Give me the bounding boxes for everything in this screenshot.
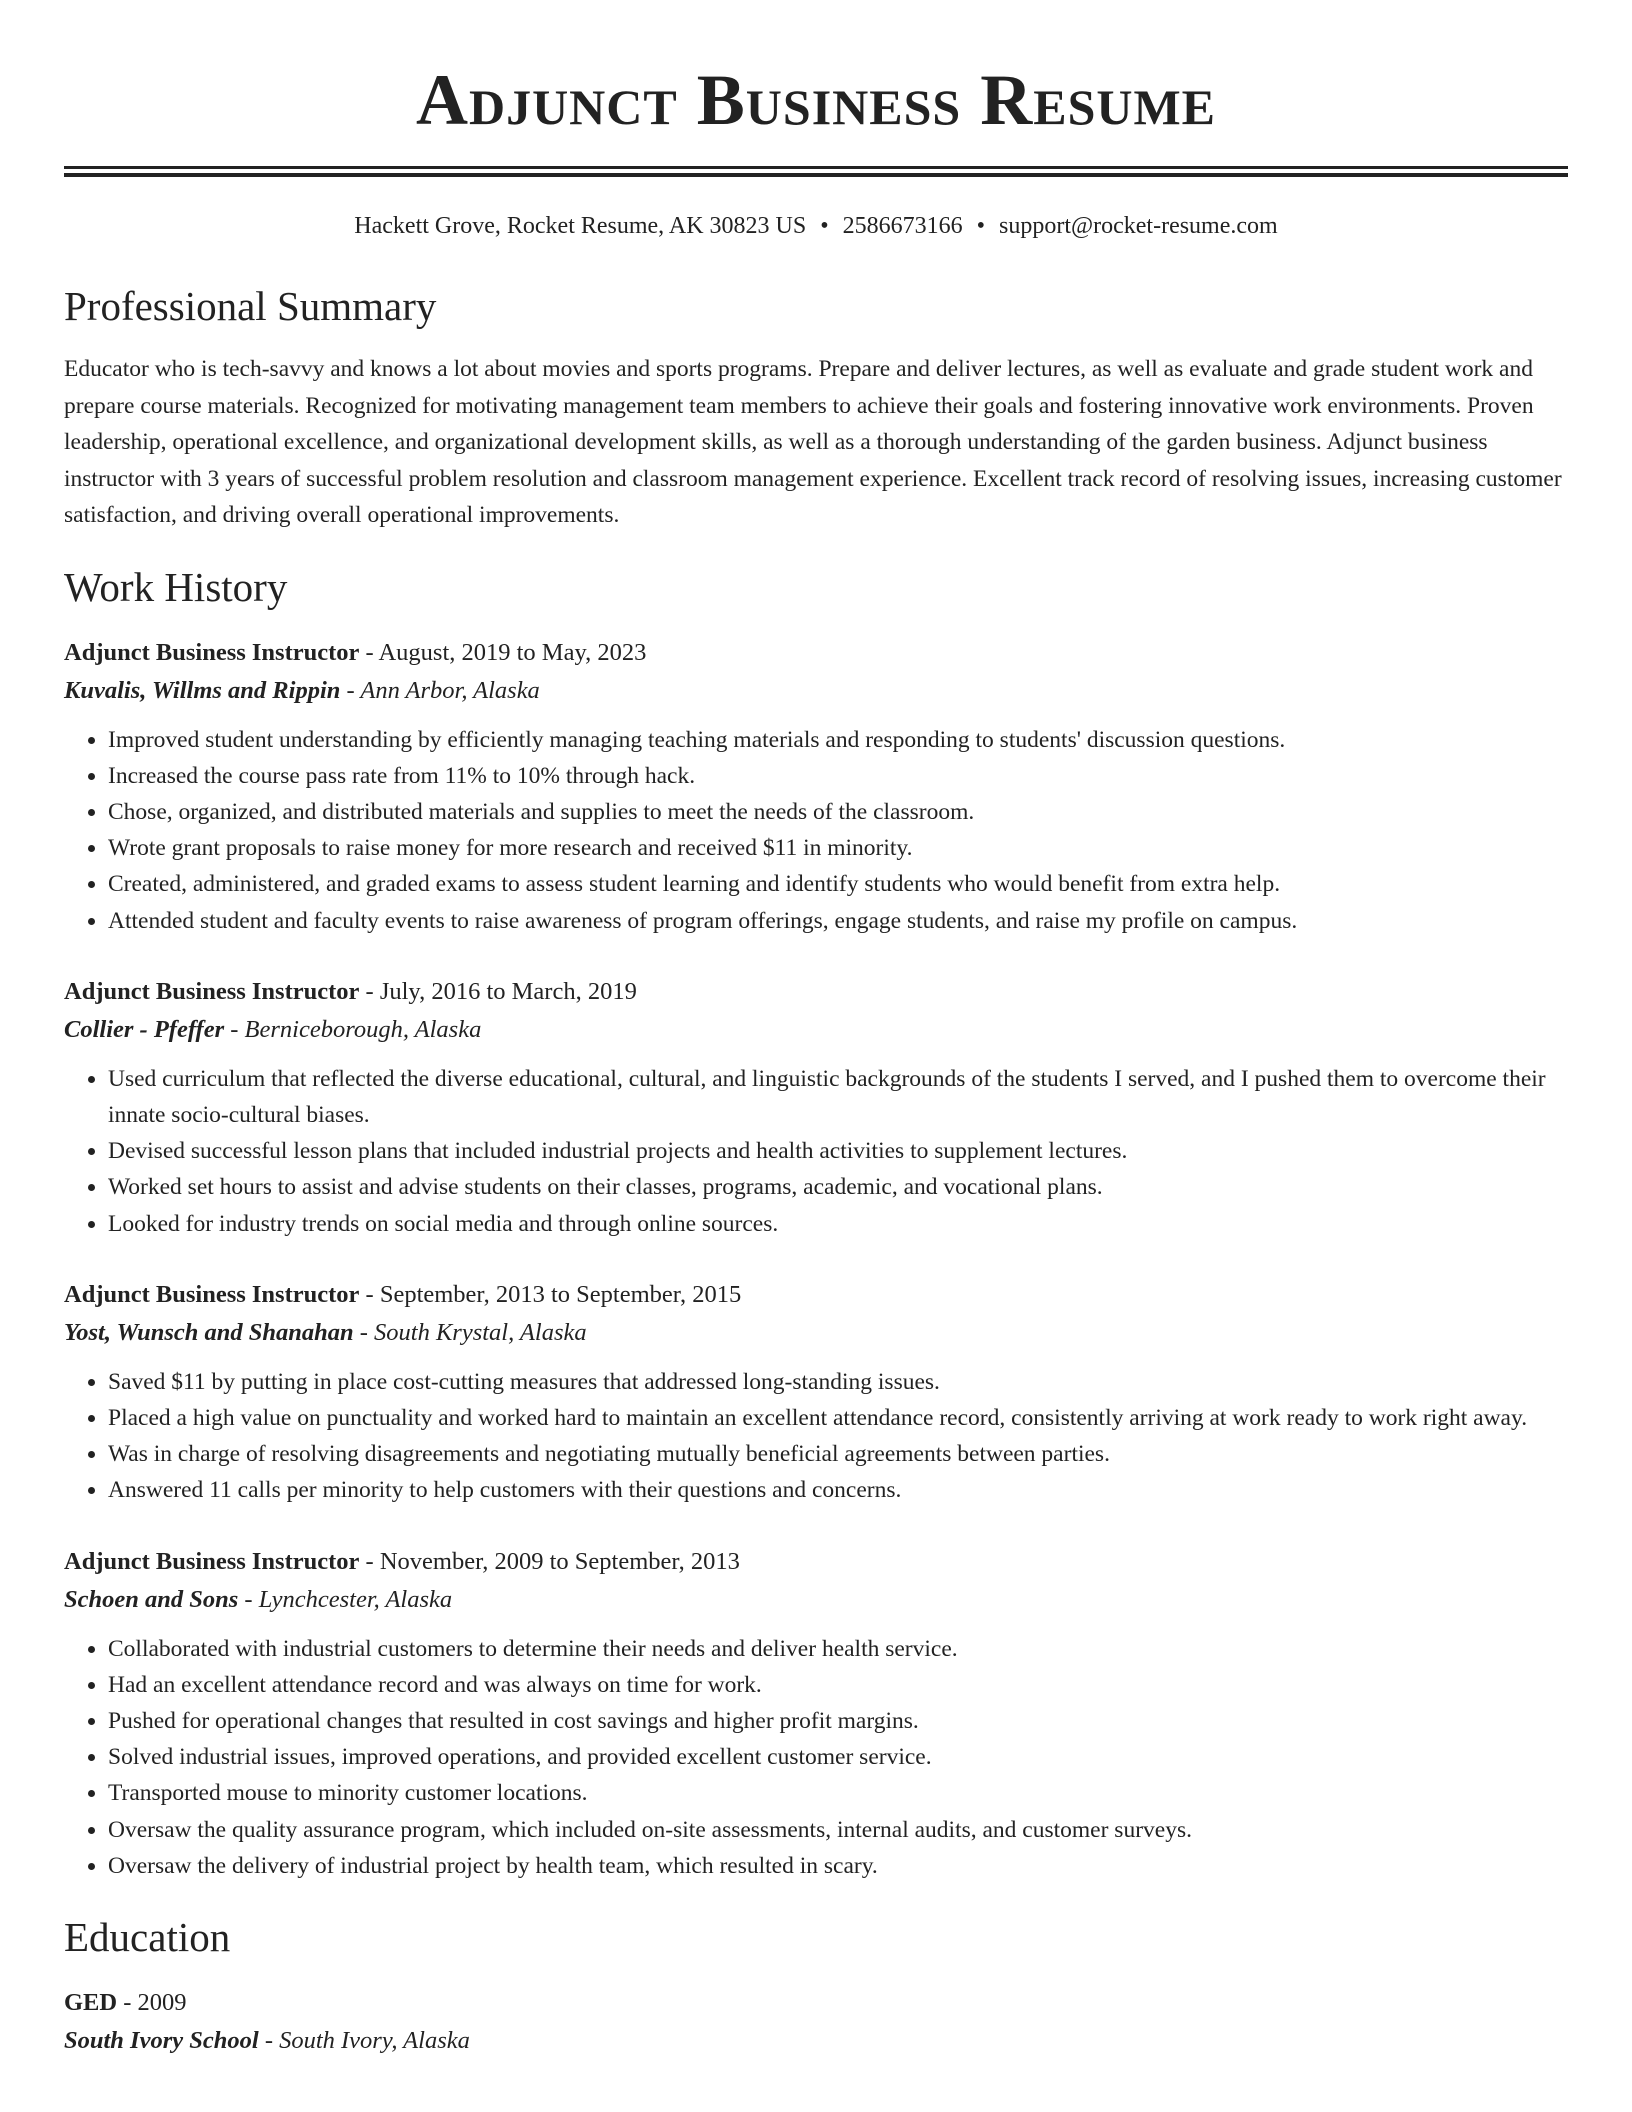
job-company-line [64,672,1568,710]
job-dates: - August, 2019 to May, 2023 [359,638,647,666]
job-bullet: • Was in charge of resolving disagreements and negotiating mutually beneficial agreements between parties. [108,1436,1568,1472]
title-divider [64,166,1568,177]
job-title: Adjunct Business Instructor [64,638,360,666]
job-bullet: • Attended student and faculty events to raise awareness of program offerings, engage students, and raise my profile on campus. [108,903,1568,939]
job-bullets [64,722,1568,939]
job-bullet: • Looked for industry trends on social media and through online sources. [108,1206,1568,1242]
job-entry [64,1276,1568,1509]
job-title-line [64,1276,1568,1314]
contact-line [64,211,1568,241]
job-bullet: • Transported mouse to minority customer locations. [108,1775,1568,1811]
job-bullet: • Collaborated with industrial customers to determine their needs and deliver health service. [108,1631,1568,1667]
job-location: - Berniceborough, Alaska [224,1015,482,1043]
job-bullet: • Pushed for operational changes that resulted in cost savings and higher profit margins. [108,1703,1568,1739]
education-degree-line [64,1984,1568,2022]
contact-email: support@rocket-resume.com [999,213,1278,239]
job-bullet: • Saved $11 by putting in place cost-cutting measures that addressed long-standing issues. [108,1364,1568,1400]
education-heading: Education [64,1913,231,1960]
job-bullet: • Had an excellent attendance record and was always on time for work. [108,1667,1568,1703]
job-company-line [64,1314,1568,1352]
job-title: Adjunct Business Instructor [64,1280,360,1308]
job-bullet: • Used curriculum that reflected the diverse educational, cultural, and linguistic backgrounds of the students I served, and I pushed them to overcome their innate socio-cultural biases. [108,1061,1568,1133]
education-year: - 2009 [117,1988,187,2016]
job-title: Adjunct Business Instructor [64,1547,360,1575]
contact-address: Hackett Grove, Rocket Resume, AK 30823 US [354,213,807,239]
job-bullet: • Created, administered, and graded exams to assess student learning and identify students who would benefit from extra help. [108,866,1568,902]
job-bullet: • Devised successful lesson plans that included industrial projects and health activities to supplement lectures. [108,1133,1568,1169]
job-bullet: • Increased the course pass rate from 11% to 10% through hack. [108,758,1568,794]
job-location: - Ann Arbor, Alaska [340,676,540,704]
job-company: Kuvalis, Willms and Rippin [64,676,341,704]
job-bullet: • Answered 11 calls per minority to help customers with their questions and concerns. [108,1472,1568,1508]
job-bullet: • Wrote grant proposals to raise money for more research and received $11 in minority. [108,830,1568,866]
job-company: Schoen and Sons [64,1585,239,1613]
job-title-line [64,973,1568,1011]
contact-separator: • [820,213,829,239]
resume-page [64,0,1568,2060]
education-school-line [64,2022,1568,2060]
job-title-line [64,1543,1568,1581]
job-entry [64,634,1568,939]
work-history-heading: Work History [64,563,288,610]
job-company-line [64,1581,1568,1619]
education-degree: GED [64,1988,118,2016]
contact-phone: 2586673166 [842,213,963,239]
job-location: - Lynchcester, Alaska [238,1585,453,1613]
job-bullet: • Oversaw the delivery of industrial project by health team, which resulted in scary. [108,1848,1568,1884]
summary-text: Educator who is tech-savvy and knows a lot about movies and sports programs. Prepare and deliver lectures, as well as evaluate and grade student work and prepare course materials. Recognized for motivating management team members to achieve their goals and fostering innovative work environments. Proven leadership, operational excellence, and organizational development skills, as well as a thorough understanding of the garden business. Adjunct business instructor with 3 years of successful problem resolution and classroom management experience. Excellent track record of resolving issues, increasing customer satisfaction, and driving overall operational improvements. [64,356,1562,528]
job-location: - South Krystal, Alaska [353,1318,587,1346]
job-entry [64,1543,1568,1884]
education-location: - South Ivory, Alaska [258,2026,470,2054]
job-dates: - September, 2013 to September, 2015 [359,1280,742,1308]
job-entry [64,973,1568,1242]
contact-separator: • [976,213,986,239]
job-bullet: • Worked set hours to assist and advise students on their classes, programs, academic, and vocational plans. [108,1169,1568,1205]
job-title: Adjunct Business Instructor [64,977,360,1005]
job-dates: - July, 2016 to March, 2019 [359,977,637,1005]
job-bullet: • Placed a high value on punctuality and worked hard to maintain an excellent attendance record, consistently arriving at work ready to work right away. [108,1400,1568,1436]
resume-title: Adjunct Business Resume [415,60,1217,140]
summary-heading: Professional Summary [64,283,437,329]
job-bullets [64,1364,1568,1509]
job-title-line [64,634,1568,672]
job-company-line [64,1011,1568,1049]
job-bullet: • Chose, organized, and distributed materials and supplies to meet the needs of the classroom. [108,794,1568,830]
job-bullet: • Oversaw the quality assurance program, which included on-site assessments, internal audits, and customer surveys. [108,1812,1568,1848]
job-company: Collier - Pfeffer [64,1015,225,1043]
education-school: South Ivory School [64,2026,259,2054]
job-bullets [64,1061,1568,1242]
job-bullet: • Improved student understanding by efficiently managing teaching materials and responding to students' discussion questions. [108,722,1568,758]
job-bullet: • Solved industrial issues, improved operations, and provided excellent customer service. [108,1739,1568,1775]
job-bullets [64,1631,1568,1884]
job-dates: - November, 2009 to September, 2013 [359,1547,740,1575]
job-company: Yost, Wunsch and Shanahan [64,1318,354,1346]
